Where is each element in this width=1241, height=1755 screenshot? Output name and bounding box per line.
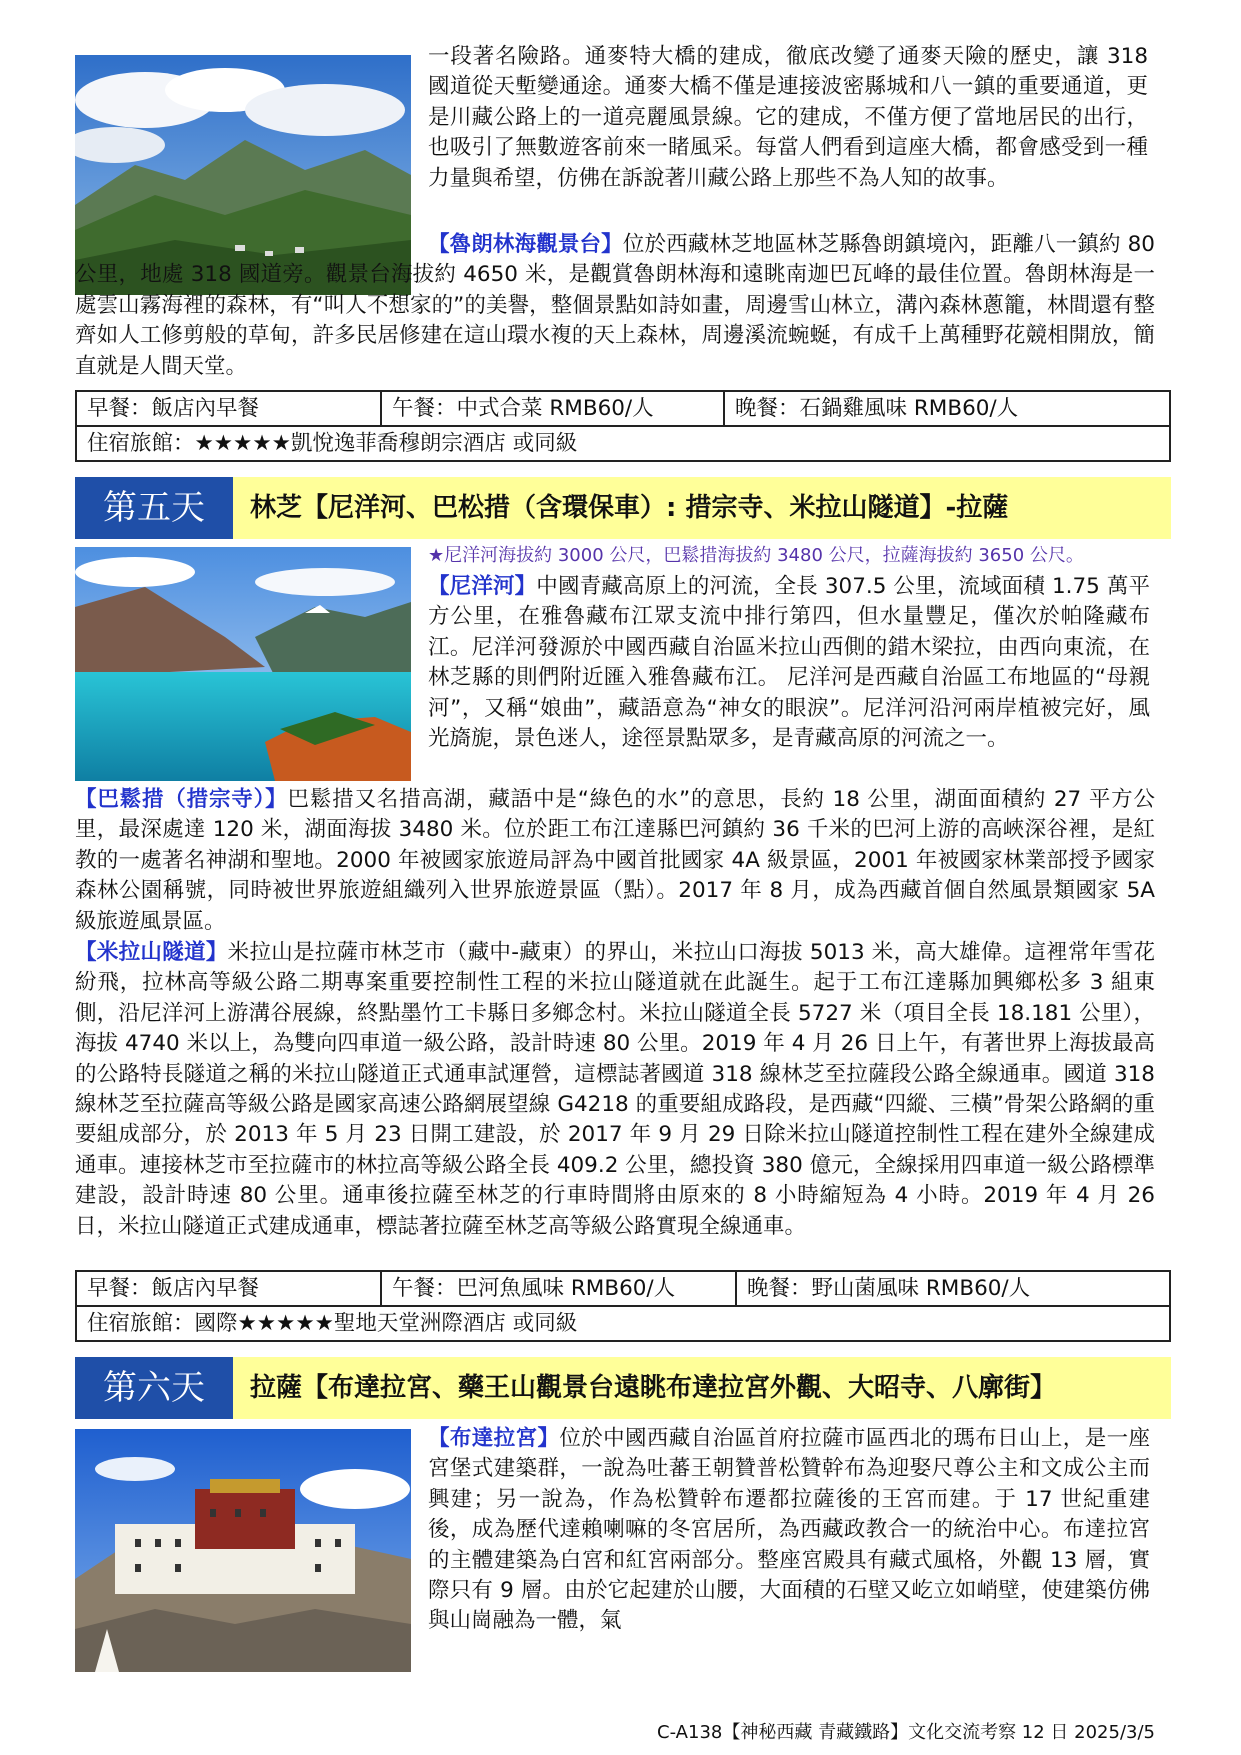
potala-paragraph — [428, 1424, 1150, 1637]
day4-meal-table — [75, 390, 1171, 462]
day4-lunch: 午餐：中式合菜 RMB60/人 — [381, 391, 724, 426]
day5-lunch: 午餐：巴河魚風味 RMB60/人 — [381, 1271, 736, 1306]
niyang-paragraph — [428, 572, 1150, 754]
day5-hotel: 住宿旅館：國際★★★★★聖地天堂洲際酒店 或同級 — [76, 1306, 1170, 1341]
day5-altitude-note: ★尼洋河海拔約 3000 公尺，巴鬆措海拔約 3480 公尺，拉薩海拔約 3650 公尺。 — [428, 545, 1084, 566]
mila-text: 米拉山是拉薩市林芝市（藏中-藏東）的界山，米拉山口海拔 5013 米，高大雄偉。這裡常年雪花紛飛，拉林高等級公路二期專案重要控制性工程的米拉山隧道就在此誕生。起于工布江達縣加興鄉松多 3 組東側，沿尼洋河上游溝谷展線，終點墨竹工卡縣日多鄉念村。米拉山隧道全長 5727 米（項目全長 18.181 公里），海拔 4740 米以上，為雙向四車道一級公路，設計時速 80 公里。2019 年 4 月 26 日上午，有著世界上海拔最高的公路特長隧道之稱的米拉山隧道正式通車試運營，這標誌著國道 318 線林芝至拉薩段公路全線通車。國道 318 線林芝至拉薩高等級公路是國家高速公路網展望線 G4218 的重要組成路段，是西藏“四縱、三橫”骨架公路網的重要組成部分，於 2013 年 5 月 23 日開工建設，於 2017 年 9 月 29 日除米拉山隧道控制性工程在建外全線建成通車。連接林芝市至拉薩市的林拉高等級公路全長 409.2 公里，總投資 380 億元，全線採用四車道一級公路標準建設，設計時速 80 公里。通車後拉薩至林芝的行車時間將由原來的 8 小時縮短為 4 小時。2019 年 4 月 26 日，米拉山隧道正式建成通車，標誌著拉薩至林芝高等級公路實現全線通車。 — [75, 940, 1155, 1239]
lulang-text: 位於西藏林芝地區林芝縣魯朗鎮境內，距離八一鎮約 80 公里，地處 318 國道旁。觀景台海拔約 4650 米，是觀賞魯朗林海和遠眺南迦巴瓦峰的最佳位置。魯朗林海是一處雲山霧海裡的森林，有“叫人不想家的”的美譽，整個景點如詩如畫，周邊雪山林立，溝內森林蔥籠，林間還有整齊如人工修剪般的草甸，許多民居修建在這山環水複的天上森林，周邊溪流蜿蜒，有成千上萬種野花競相開放，簡直就是人間天堂。 — [75, 232, 1155, 379]
lulang-label: 【魯朗林海觀景台】 — [428, 232, 623, 257]
mila-paragraph — [75, 938, 1155, 1242]
day5-breakfast: 早餐：飯店內早餐 — [76, 1271, 381, 1306]
day5-title-band — [75, 477, 1171, 539]
day4-dinner: 晚餐：石鍋雞風味 RMB60/人 — [724, 391, 1170, 426]
lulang-paragraph — [75, 230, 1155, 382]
potala-palace-photo — [75, 1429, 411, 1672]
day6-label: 第六天 — [75, 1357, 233, 1419]
basong-text: 巴鬆措又名措高湖，藏語中是“綠色的水”的意思，長約 18 公里，湖面面積約 27 平方公里，最深處達 120 米，湖面海拔 3480 米。位於距工布江達縣巴河鎮約 36 千米的巴河上游的高峽深谷裡，是紅教的一處著名神湖和聖地。2000 年被國家旅遊局評為中國首批國家 4A 級景區，2001 年被國家林業部授予國家森林公園稱號，同時被世界旅遊組織列入世界旅遊景區（點）。2017 年 8 月，成為西藏首個自然風景類國家 5A 級旅遊風景區。 — [75, 787, 1155, 934]
day5-label: 第五天 — [75, 477, 233, 539]
day4-breakfast: 早餐：飯店內早餐 — [76, 391, 381, 426]
day5-meal-table — [75, 1270, 1171, 1342]
day4-hotel: 住宿旅館：★★★★★凱悅逸菲喬穆朗宗酒店 或同級 — [76, 426, 1170, 461]
intro-paragraph: 一段著名險路。通麥特大橋的建成，徹底改變了通麥天險的歷史，讓 318 國道從天塹變通途。通麥大橋不僅是連接波密縣城和八一鎮的重要通道，更是川藏公路上的一道亮麗風景線。它的建成，不僅方便了當地居民的出行，也吸引了無數遊客前來一睹風采。每當人們看到這座大橋，都會感受到一種力量與希望，仿佛在訴說著川藏公路上那些不為人知的故事。 — [428, 44, 1148, 191]
niyang-label: 【尼洋河】 — [428, 574, 537, 599]
niyang-river-photo — [75, 547, 411, 781]
potala-text: 位於中國西藏自治區首府拉薩市區西北的瑪布日山上，是一座宮堡式建築群，一說為吐蕃王朝贊普松贊幹布為迎娶尺尊公主和文成公主而興建；另一說為，作為松贊幹布遷都拉薩後的王宮而建。于 17 世紀重建後，成為歷代達賴喇嘛的冬宮居所，為西藏政教合一的統治中心。布達拉宮的主體建築為白宮和紅宮兩部分。整座宮殿具有藏式風格，外觀 13 層，實際只有 9 層。由於它起建於山腰，大面積的石壁又屹立如峭壁，使建築仿佛與山崗融為一體，氣 — [428, 1426, 1150, 1634]
potala-label: 【布達拉宮】 — [428, 1426, 560, 1451]
page-footer: C-A138【神秘西藏 青藏鐵路】文化交流考察 12 日 2025/3/5 — [657, 1722, 1155, 1743]
day6-title: 拉薩【布達拉宮、藥王山觀景台遠眺布達拉宮外觀、大昭寺、八廓街】 — [250, 1373, 1057, 1403]
day5-title: 林芝【尼洋河、巴松措（含環保車）: 措宗寺、米拉山隧道】-拉薩 — [250, 493, 1009, 523]
basong-paragraph — [75, 785, 1155, 937]
day6-title-band — [75, 1357, 1171, 1419]
basong-label: 【巴鬆措（措宗寺）】 — [75, 787, 288, 812]
day5-dinner: 晚餐：野山菌風味 RMB60/人 — [736, 1271, 1170, 1306]
niyang-text: 中國青藏高原上的河流，全長 307.5 公里，流域面積 1.75 萬平方公里，在雅魯藏布江眾支流中排行第四，但水量豐足，僅次於帕隆藏布江。尼洋河發源於中國西藏自治區米拉山西側的錯木梁拉，由西向東流，在林芝縣的則們附近匯入雅魯藏布江。 尼洋河是西藏自治區工布地區的“母親河”，又稱“娘曲”，藏語意為“神女的眼淚”。尼洋河沿河兩岸植被完好，風光旖旎，景色迷人，途徑景點眾多，是青藏高原的河流之一。 — [428, 574, 1150, 752]
mila-label: 【米拉山隧道】 — [75, 940, 228, 965]
